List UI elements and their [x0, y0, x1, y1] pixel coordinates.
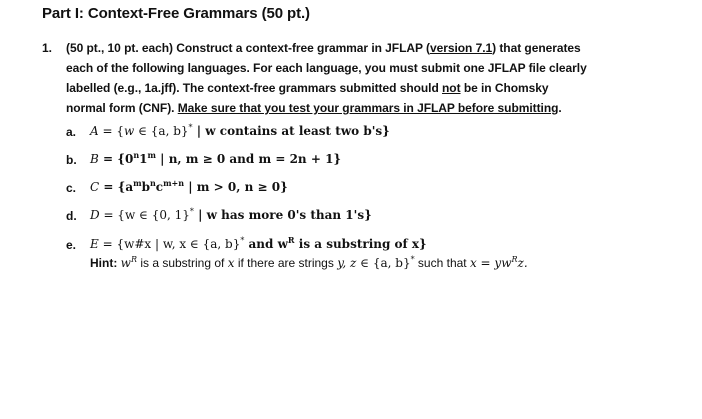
question-line-1-post: ) that generates — [492, 41, 581, 55]
question-line-3-text: labelled (e.g., 1a.jff). The context-free grammars submitted should — [66, 81, 443, 95]
question-line-4-text: normal form (CNF). — [66, 101, 178, 115]
part-title: Part I: Context-Free Grammars (50 pt.) — [42, 5, 310, 22]
item-c-letter: c. — [66, 181, 77, 195]
item-a-letter: a. — [66, 125, 77, 139]
item-c-definition: $C = \{a^mb^nc^{m+n}$ | m > 0, n ≥ 0} — [90, 178, 288, 194]
test-reminder: Make sure that you test your grammars in JFLAP before submitting — [177, 101, 559, 115]
question-number: 1. — [42, 41, 53, 55]
question-line-4 — [66, 101, 562, 115]
question-line-1-pre: (50 pt., 10 pt. each) Construct a context-free grammar in JFLAP ( — [66, 41, 430, 55]
item-e-letter: e. — [66, 238, 77, 252]
hint-label: Hint: — [90, 256, 118, 270]
item-a-definition: A = {w ∈ {a, b}* | w contains at least two b's} — [90, 123, 390, 138]
question-line-2: each of the following languages. For each language, you must submit one JFLAP file clearly — [66, 61, 587, 75]
item-b-letter: b. — [66, 153, 77, 167]
not-emphasis: not — [442, 81, 461, 95]
hint-line: Hint: $w^R$ is a substring of x if there are strings y, z ∈ {a, b}* such that $x = yw^Rz$. — [90, 255, 528, 270]
item-e-definition: E = {w#x | w, x ∈ {a, b}* and $w^R$ is a substring of x} — [90, 235, 427, 251]
question-line-1 — [66, 41, 581, 55]
item-b-definition: $B = \{0^n1^m$ | n, m ≥ 0 and m = 2n + 1} — [90, 150, 342, 166]
item-d-letter: d. — [66, 209, 77, 223]
question-line-3-rest: be in Chomsky — [460, 81, 549, 95]
question-line-4-end: . — [558, 101, 562, 115]
question-line-3 — [66, 81, 549, 95]
version-link[interactable]: version 7.1 — [429, 41, 493, 55]
item-d-definition: D = {w ∈ {0, 1}* | w has more 0's than 1's} — [90, 207, 372, 222]
